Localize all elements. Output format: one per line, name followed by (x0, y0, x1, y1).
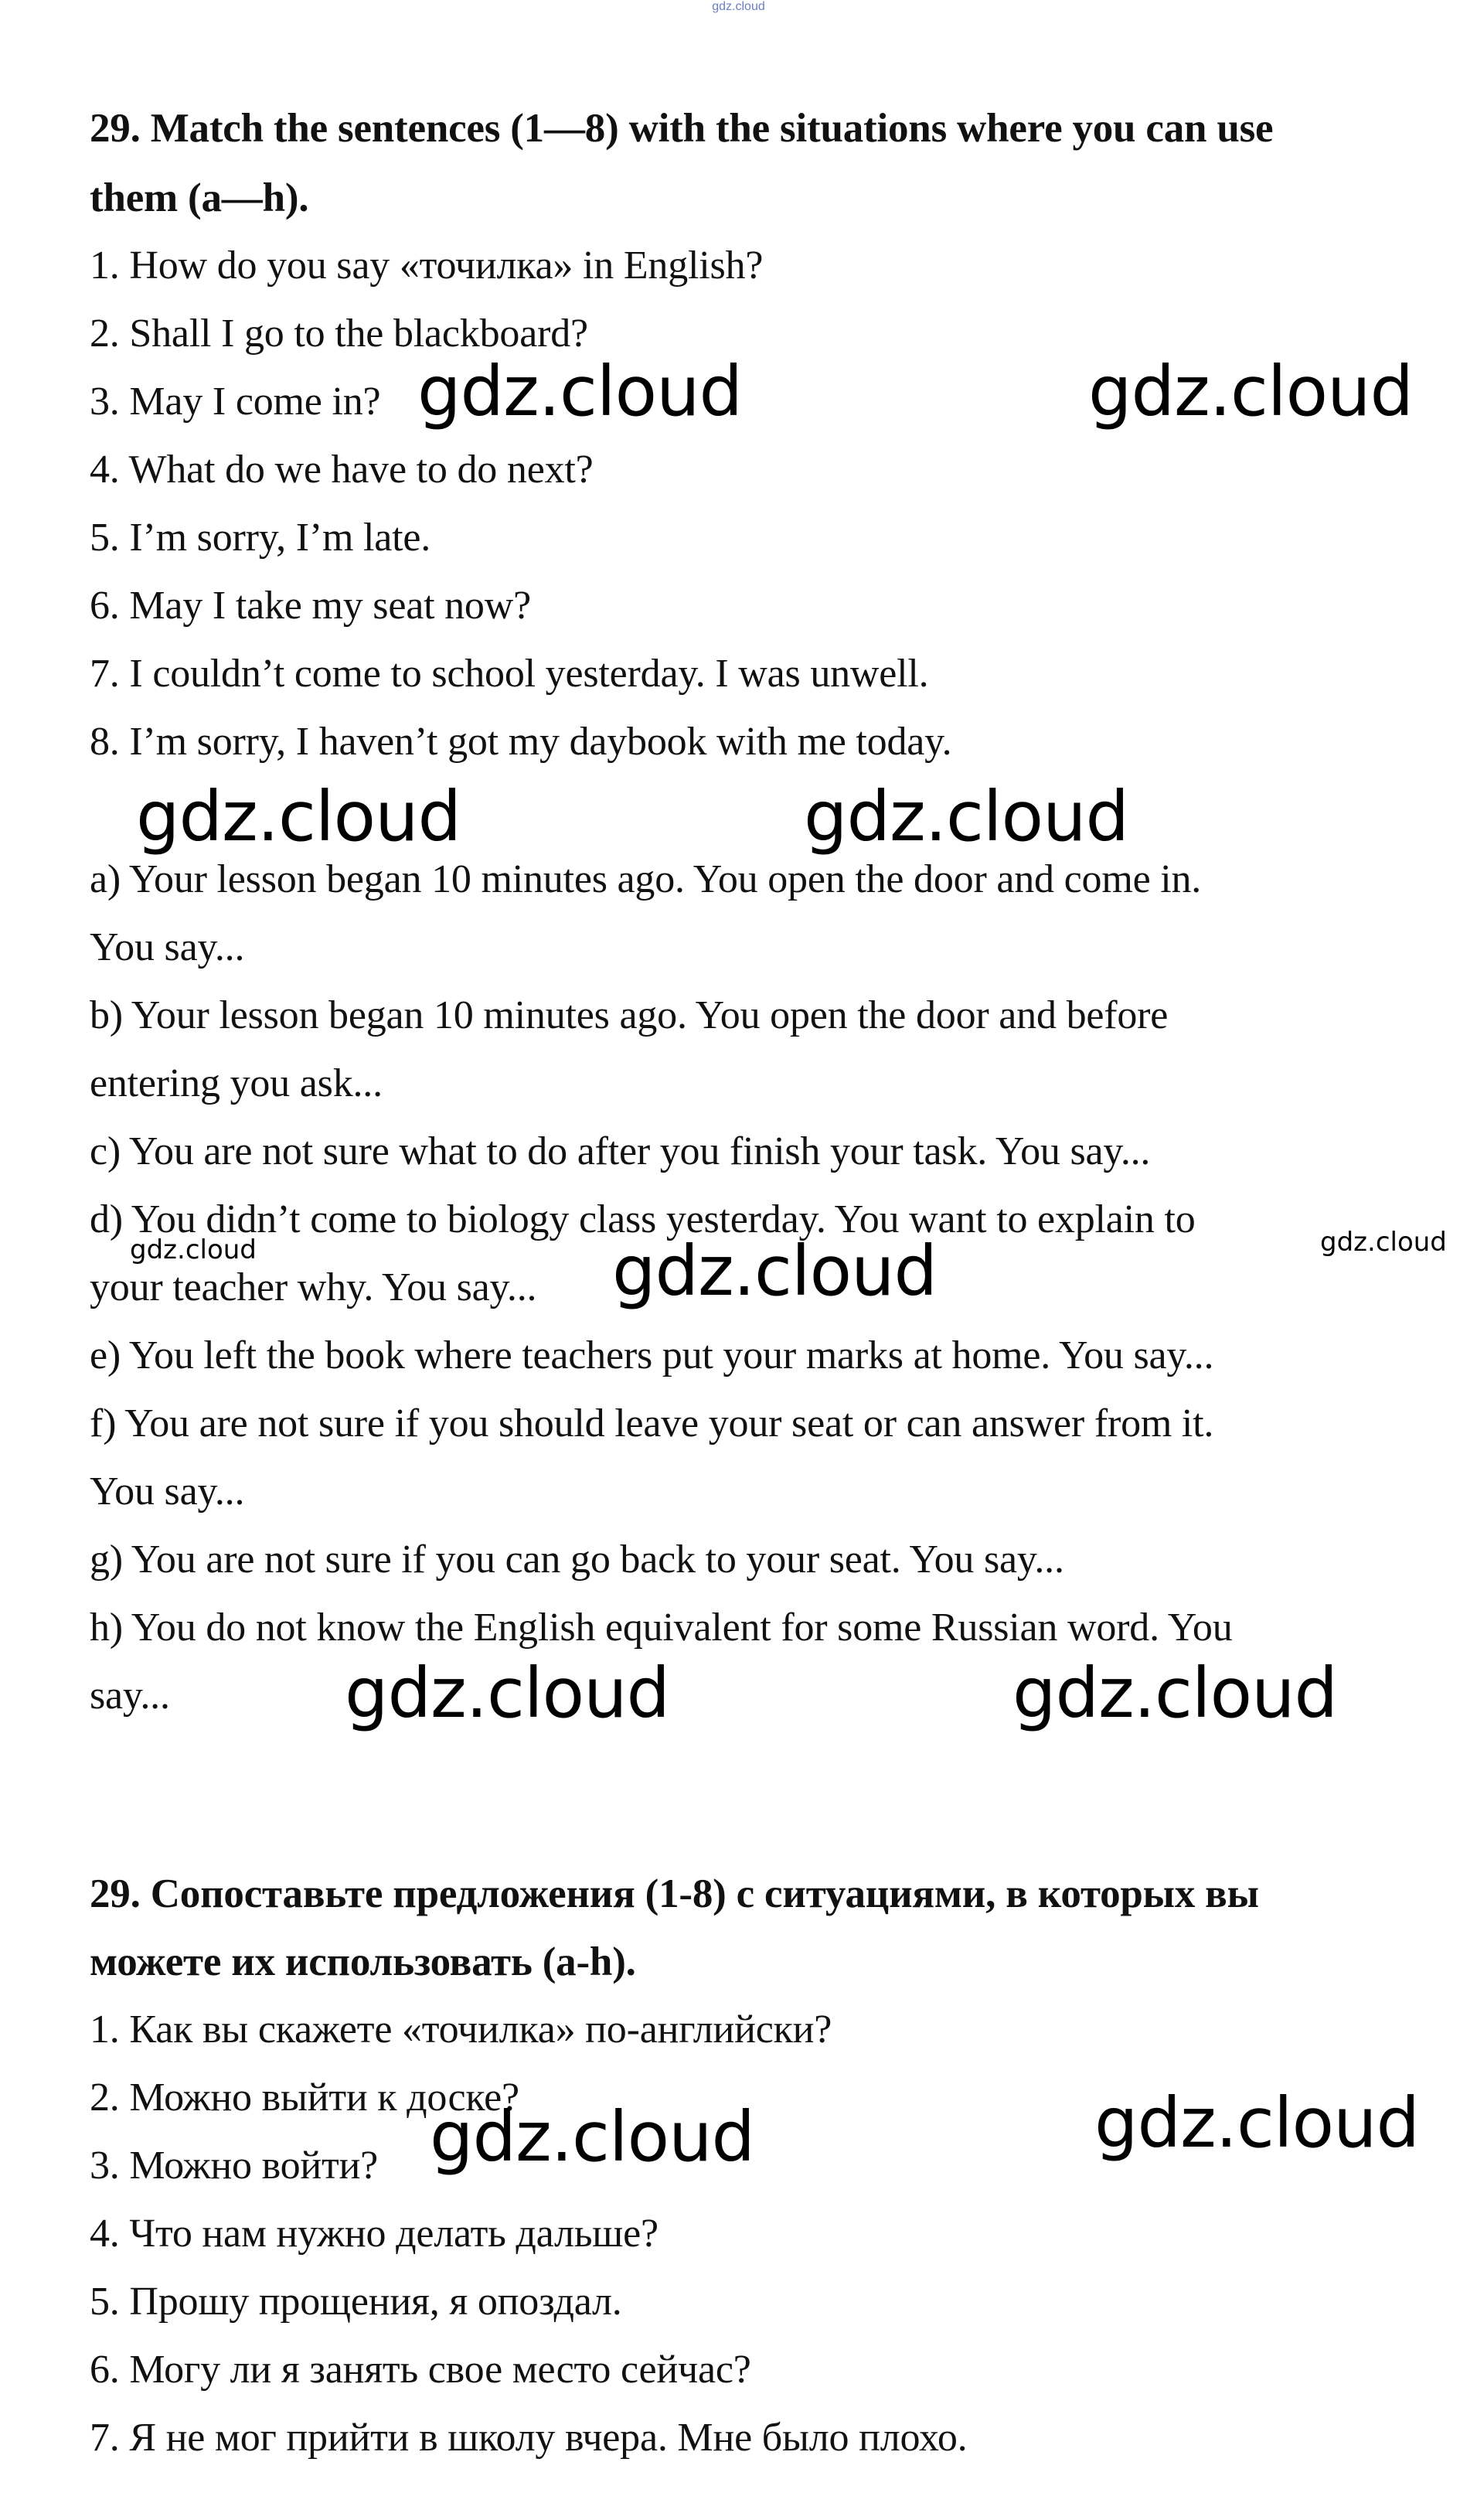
en-situation: h) You do not know the English equivalent for some Russian word. You (90, 1606, 1233, 1650)
watermark: gdz.cloud (136, 776, 461, 856)
en-situation: g) You are not sure if you can go back to your seat. You say... (90, 1538, 1064, 1582)
en-situation: You say... (90, 925, 245, 969)
en-sentence: 2. Shall I go to the blackboard? (90, 312, 588, 356)
ru-sentence: 7. Я не мог прийти в школу вчера. Мне было плохо. (90, 2416, 968, 2460)
watermark: gdz.cloud (430, 2096, 755, 2177)
en-situation: b) Your lesson began 10 minutes ago. You open the door and before (90, 993, 1169, 1037)
ru-sentence: 4. Что нам нужно делать дальше? (90, 2212, 659, 2256)
en-situation: say... (90, 1674, 170, 1718)
watermark: gdz.cloud (1012, 1653, 1338, 1733)
top-watermark: gdz.cloud (712, 0, 765, 13)
en-situation: a) Your lesson began 10 minutes ago. You open the door and come in. (90, 857, 1202, 901)
watermark: gdz.cloud (612, 1231, 938, 1311)
ru-sentence: 5. Прошу прощения, я опоздал. (90, 2280, 622, 2324)
ru-sentence: 6. Могу ли я занять свое место сейчас? (90, 2348, 751, 2392)
en-heading-line2: them (a—h). (90, 175, 309, 220)
en-sentence: 3. May I come in? (90, 380, 381, 424)
en-situation: c) You are not sure what to do after you finish your task. You say... (90, 1129, 1151, 1173)
en-situation: You say... (90, 1469, 245, 1514)
watermark: gdz.cloud (1088, 351, 1414, 431)
watermark: gdz.cloud (417, 351, 743, 431)
watermark: gdz.cloud (130, 1234, 257, 1265)
en-sentence: 4. What do we have to do next? (90, 448, 594, 492)
en-situation: your teacher why. You say... (90, 1265, 537, 1309)
ru-heading-line2: можете их использовать (a-h). (90, 1939, 636, 1984)
en-situation: e) You left the book where teachers put your marks at home. You say... (90, 1333, 1214, 1377)
en-situation: d) You didn’t come to biology class yesterday. You want to explain to (90, 1197, 1196, 1241)
watermark: gdz.cloud (1094, 2082, 1420, 2163)
ru-sentence: 3. Можно войти? (90, 2144, 379, 2188)
en-sentence: 5. I’m sorry, I’m late. (90, 516, 431, 560)
ru-sentence: 2. Можно выйти к доске? (90, 2076, 519, 2120)
en-sentence: 7. I couldn’t come to school yesterday. I was unwell. (90, 652, 929, 696)
ru-sentence: 1. Как вы скажете «точилка» по-английски? (90, 2007, 832, 2052)
en-sentence: 6. May I take my seat now? (90, 584, 531, 628)
watermark: gdz.cloud (1320, 1227, 1447, 1258)
watermark: gdz.cloud (804, 776, 1129, 856)
watermark: gdz.cloud (345, 1653, 670, 1733)
en-sentence: 8. I’m sorry, I haven’t got my daybook with me today. (90, 720, 952, 764)
en-situation: entering you ask... (90, 1061, 383, 1105)
ru-heading-line1: 29. Сопоставьте предложения (1-8) с ситуациями, в которых вы (90, 1871, 1259, 1916)
en-situation: f) You are not sure if you should leave your seat or can answer from it. (90, 1401, 1214, 1446)
en-sentence: 1. How do you say «точилка» in English? (90, 243, 764, 288)
en-heading-line1: 29. Match the sentences (1—8) with the situations where you can use (90, 106, 1274, 151)
